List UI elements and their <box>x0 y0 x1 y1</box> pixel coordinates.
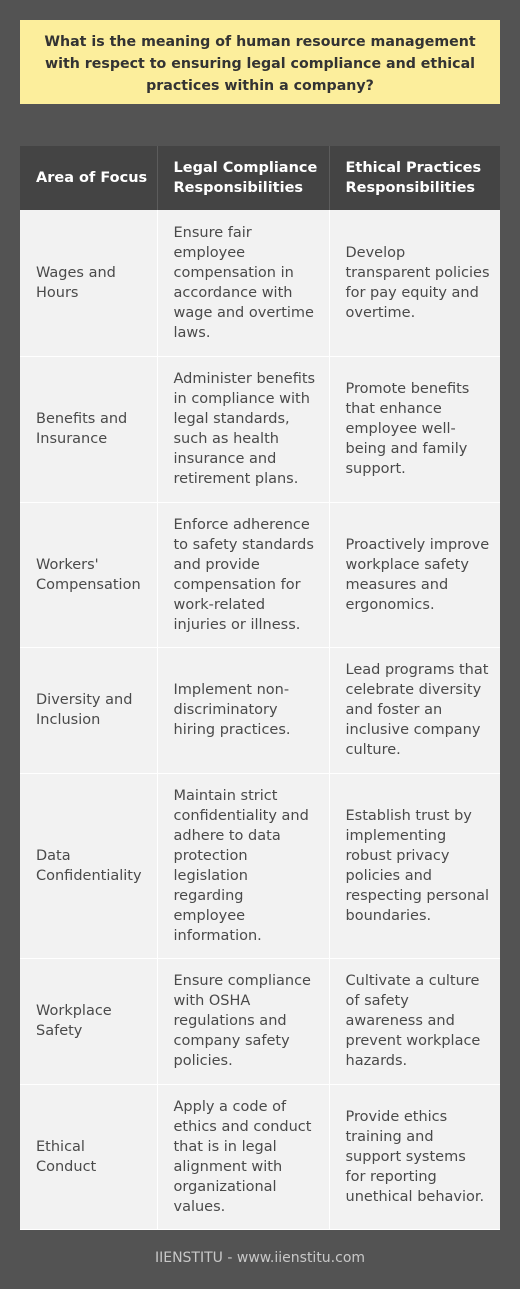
cell-area: Workplace Safety <box>20 958 157 1084</box>
table-row <box>20 773 500 958</box>
cell-ethical: Lead programs that celebrate diversity and foster an inclusive company culture. <box>329 647 500 773</box>
table-row <box>20 958 500 1084</box>
question-text: What is the meaning of human resource management with respect to ensuring legal compliance and ethical practices within a company? <box>44 34 476 94</box>
table-row <box>20 502 500 647</box>
cell-ethical: Promote benefits that enhance employee well-being and family support. <box>329 356 500 502</box>
footer-credit: IIENSTITU - www.iienstitu.com <box>154 1250 366 1266</box>
responsibilities-table <box>20 146 500 1230</box>
table-row <box>20 356 500 502</box>
cell-legal: Enforce adherence to safety standards and provide compensation for work-related injuries or illness. <box>157 502 329 647</box>
header-ethical-practices: Ethical Practices Responsibilities <box>329 146 500 210</box>
cell-legal: Administer benefits in compliance with legal standards, such as health insurance and retirement plans. <box>157 356 329 502</box>
question-box <box>20 20 500 104</box>
cell-area: Wages and Hours <box>20 210 157 356</box>
table-row <box>20 210 500 356</box>
cell-ethical: Cultivate a culture of safety awareness and prevent workplace hazards. <box>329 958 500 1084</box>
cell-area: Benefits and Insurance <box>20 356 157 502</box>
cell-ethical: Provide ethics training and support systems for reporting unethical behavior. <box>329 1084 500 1229</box>
cell-area: Ethical Conduct <box>20 1084 157 1229</box>
cell-area: Diversity and Inclusion <box>20 647 157 773</box>
cell-legal: Implement non-discriminatory hiring practices. <box>157 647 329 773</box>
table-row <box>20 647 500 773</box>
cell-area: Data Confidentiality <box>20 773 157 958</box>
cell-legal: Apply a code of ethics and conduct that is in legal alignment with organizational values. <box>157 1084 329 1229</box>
cell-ethical: Proactively improve workplace safety measures and ergonomics. <box>329 502 500 647</box>
table-header-row <box>20 146 500 210</box>
cell-ethical: Develop transparent policies for pay equity and overtime. <box>329 210 500 356</box>
header-legal-compliance: Legal Compliance Responsibilities <box>157 146 329 210</box>
cell-legal: Ensure compliance with OSHA regulations and company safety policies. <box>157 958 329 1084</box>
header-area-of-focus: Area of Focus <box>20 146 157 210</box>
cell-legal: Ensure fair employee compensation in accordance with wage and overtime laws. <box>157 210 329 356</box>
table-row <box>20 1084 500 1229</box>
cell-legal: Maintain strict confidentiality and adhere to data protection legislation regarding employee information. <box>157 773 329 958</box>
cell-area: Workers' Compensation <box>20 502 157 647</box>
cell-ethical: Establish trust by implementing robust privacy policies and respecting personal boundaries. <box>329 773 500 958</box>
